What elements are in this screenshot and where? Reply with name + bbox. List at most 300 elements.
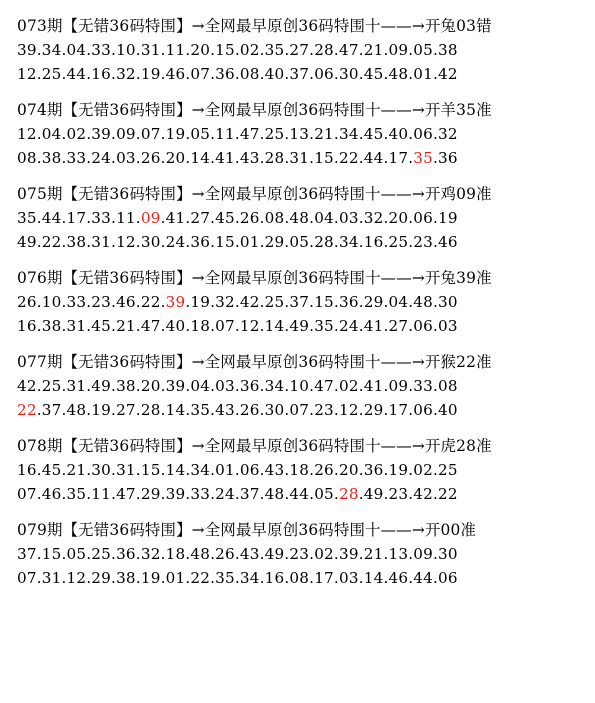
number-cell: 25 bbox=[264, 293, 285, 311]
separator: . bbox=[383, 293, 389, 311]
separator: . bbox=[432, 545, 439, 563]
number-cell: 31 bbox=[66, 317, 87, 335]
number-cell: 19 bbox=[190, 293, 211, 311]
separator: . bbox=[61, 377, 67, 395]
number-cell: 10 bbox=[41, 293, 62, 311]
separator: . bbox=[259, 125, 265, 143]
separator: . bbox=[432, 569, 439, 587]
number-cell: 28 bbox=[314, 41, 334, 59]
number-cell: 47 bbox=[239, 125, 260, 143]
separator: . bbox=[135, 569, 141, 587]
number-cell: 35 bbox=[17, 209, 37, 227]
number-cell: 33 bbox=[190, 485, 211, 503]
number-cell: 19 bbox=[438, 209, 458, 227]
number-row bbox=[17, 542, 587, 566]
number-cell: 23 bbox=[388, 485, 409, 503]
separator: . bbox=[135, 209, 141, 227]
separator: . bbox=[111, 317, 117, 335]
number-cell: 33 bbox=[91, 41, 112, 59]
separator: . bbox=[408, 65, 414, 83]
number-cell: 42 bbox=[413, 485, 433, 503]
number-cell: 35 bbox=[190, 401, 211, 419]
number-cell: 21 bbox=[66, 461, 87, 479]
number-cell: 33 bbox=[413, 377, 433, 395]
number-cell: 25 bbox=[388, 233, 409, 251]
separator: . bbox=[36, 461, 42, 479]
number-cell: 05 bbox=[289, 233, 310, 251]
number-cell: 23 bbox=[91, 293, 112, 311]
separator: . bbox=[383, 149, 389, 167]
number-cell: 15 bbox=[215, 233, 235, 251]
separator: . bbox=[284, 317, 290, 335]
number-cell: 46 bbox=[388, 569, 409, 587]
number-cell: 12 bbox=[17, 125, 37, 143]
separator: . bbox=[234, 485, 240, 503]
number-cell: 34 bbox=[338, 233, 359, 251]
number-row bbox=[17, 38, 587, 62]
separator: . bbox=[234, 125, 240, 143]
separator: . bbox=[284, 569, 290, 587]
number-cell: 09 bbox=[140, 209, 161, 227]
number-cell: 48 bbox=[388, 65, 409, 83]
separator: . bbox=[358, 293, 364, 311]
separator: . bbox=[432, 377, 439, 395]
number-cell: 08 bbox=[264, 209, 285, 227]
number-cell: 22 bbox=[190, 569, 211, 587]
number-cell: 07 bbox=[17, 569, 37, 587]
separator: . bbox=[185, 401, 191, 419]
separator: . bbox=[284, 41, 290, 59]
number-cell: 26 bbox=[239, 209, 260, 227]
separator: . bbox=[210, 293, 216, 311]
separator: . bbox=[234, 233, 240, 251]
number-cell: 23 bbox=[314, 401, 334, 419]
number-cell: 42 bbox=[438, 65, 458, 83]
separator: . bbox=[36, 293, 42, 311]
separator: . bbox=[333, 149, 339, 167]
separator: . bbox=[333, 545, 339, 563]
number-cell: 45 bbox=[215, 209, 235, 227]
number-cell: 27 bbox=[116, 401, 136, 419]
number-cell: 20 bbox=[388, 209, 409, 227]
number-cell: 36 bbox=[116, 545, 136, 563]
number-cell: 25 bbox=[91, 545, 112, 563]
separator: . bbox=[86, 485, 92, 503]
number-cell: 16 bbox=[17, 317, 37, 335]
number-cell: 32 bbox=[363, 209, 384, 227]
separator: . bbox=[408, 209, 414, 227]
number-cell: 47 bbox=[314, 377, 334, 395]
issue-header: 078期【无错36码特围】→全网最早原创36码特围十——→开虎28准 bbox=[17, 437, 492, 455]
separator: . bbox=[333, 377, 339, 395]
separator: . bbox=[61, 293, 67, 311]
number-cell: 26 bbox=[17, 293, 37, 311]
number-cell: 18 bbox=[190, 317, 211, 335]
separator: . bbox=[358, 317, 364, 335]
separator: . bbox=[111, 293, 117, 311]
number-cell: 07 bbox=[215, 317, 235, 335]
separator: . bbox=[259, 485, 265, 503]
number-cell: 05 bbox=[190, 125, 211, 143]
separator: . bbox=[61, 209, 67, 227]
number-cell: 47 bbox=[116, 485, 136, 503]
number-cell: 15 bbox=[314, 293, 334, 311]
number-cell: 28 bbox=[264, 149, 285, 167]
number-cell: 03 bbox=[116, 149, 136, 167]
number-cell: 23 bbox=[289, 545, 310, 563]
number-cell: 20 bbox=[140, 377, 161, 395]
separator: . bbox=[61, 461, 67, 479]
number-cell: 27 bbox=[388, 317, 409, 335]
separator: . bbox=[160, 377, 166, 395]
issue-header: 079期【无错36码特围】→全网最早原创36码特围十——→开00准 bbox=[17, 521, 477, 539]
separator: . bbox=[160, 65, 166, 83]
number-cell: 49 bbox=[289, 317, 310, 335]
separator: . bbox=[160, 209, 166, 227]
number-cell: 35 bbox=[264, 41, 285, 59]
separator: . bbox=[111, 401, 117, 419]
separator: . bbox=[284, 485, 290, 503]
separator: . bbox=[333, 65, 339, 83]
number-cell: 49 bbox=[17, 233, 37, 251]
separator: . bbox=[432, 293, 439, 311]
number-row bbox=[17, 398, 587, 422]
number-cell: 24 bbox=[215, 485, 235, 503]
separator: . bbox=[284, 293, 290, 311]
separator: . bbox=[408, 293, 414, 311]
number-cell: 11 bbox=[91, 485, 112, 503]
number-cell: 14 bbox=[190, 149, 211, 167]
separator: . bbox=[234, 545, 240, 563]
separator: . bbox=[358, 233, 364, 251]
number-cell: 16 bbox=[264, 569, 285, 587]
number-cell: 42 bbox=[17, 377, 37, 395]
separator: . bbox=[86, 233, 92, 251]
issue-header: 076期【无错36码特围】→全网最早原创36码特围十——→开兔39准 bbox=[17, 269, 492, 287]
separator: . bbox=[432, 401, 439, 419]
number-cell: 08 bbox=[17, 149, 37, 167]
number-cell: 37 bbox=[17, 545, 37, 563]
separator: . bbox=[234, 401, 240, 419]
separator: . bbox=[259, 401, 265, 419]
number-cell: 03 bbox=[438, 317, 458, 335]
number-cell: 21 bbox=[363, 41, 384, 59]
number-cell: 02 bbox=[239, 41, 260, 59]
separator: . bbox=[309, 65, 315, 83]
separator: . bbox=[383, 233, 389, 251]
number-cell: 07 bbox=[289, 401, 310, 419]
number-cell: 13 bbox=[289, 125, 310, 143]
number-cell: 46 bbox=[116, 293, 136, 311]
separator: . bbox=[309, 569, 315, 587]
separator: . bbox=[259, 461, 265, 479]
separator: . bbox=[210, 545, 216, 563]
number-cell: 12 bbox=[66, 569, 87, 587]
number-cell: 34 bbox=[264, 377, 285, 395]
separator: . bbox=[86, 209, 92, 227]
number-cell: 09 bbox=[116, 125, 136, 143]
number-cell: 02 bbox=[66, 125, 87, 143]
number-cell: 35 bbox=[215, 569, 235, 587]
number-cell: 40 bbox=[165, 317, 186, 335]
number-cell: 32 bbox=[140, 545, 161, 563]
number-cell: 27 bbox=[190, 209, 211, 227]
number-cell: 06 bbox=[413, 317, 433, 335]
separator: . bbox=[358, 125, 364, 143]
separator: . bbox=[135, 485, 141, 503]
number-cell: 20 bbox=[165, 149, 186, 167]
separator: . bbox=[408, 401, 414, 419]
separator: . bbox=[185, 65, 191, 83]
separator: . bbox=[36, 569, 42, 587]
separator: . bbox=[333, 317, 339, 335]
number-cell: 40 bbox=[438, 401, 458, 419]
number-row bbox=[17, 290, 587, 314]
separator: . bbox=[86, 545, 92, 563]
separator: . bbox=[210, 125, 216, 143]
number-cell: 07 bbox=[17, 485, 37, 503]
separator: . bbox=[160, 149, 166, 167]
separator: . bbox=[259, 65, 265, 83]
number-cell: 05 bbox=[314, 485, 334, 503]
number-cell: 29 bbox=[264, 233, 285, 251]
number-cell: 39 bbox=[91, 125, 112, 143]
separator: . bbox=[185, 125, 191, 143]
separator: . bbox=[333, 461, 339, 479]
separator: . bbox=[210, 569, 216, 587]
separator: . bbox=[111, 545, 117, 563]
number-cell: 28 bbox=[338, 485, 359, 503]
number-cell: 34 bbox=[190, 461, 211, 479]
separator: . bbox=[408, 569, 414, 587]
separator: . bbox=[309, 149, 315, 167]
number-cell: 37 bbox=[289, 293, 310, 311]
number-cell: 03 bbox=[338, 209, 359, 227]
number-cell: 23 bbox=[413, 233, 433, 251]
number-cell: 30 bbox=[140, 233, 161, 251]
separator: . bbox=[135, 545, 141, 563]
number-cell: 22 bbox=[17, 401, 37, 419]
separator: . bbox=[333, 485, 339, 503]
separator: . bbox=[210, 209, 216, 227]
separator: . bbox=[36, 41, 42, 59]
number-cell: 02 bbox=[338, 377, 359, 395]
number-cell: 29 bbox=[91, 569, 112, 587]
separator: . bbox=[309, 233, 315, 251]
separator: . bbox=[210, 41, 216, 59]
number-row bbox=[17, 62, 587, 86]
number-cell: 31 bbox=[140, 41, 161, 59]
separator: . bbox=[36, 401, 42, 419]
number-cell: 19 bbox=[140, 65, 161, 83]
separator: . bbox=[284, 545, 290, 563]
separator: . bbox=[86, 377, 92, 395]
number-cell: 45 bbox=[363, 65, 384, 83]
number-cell: 38 bbox=[41, 149, 62, 167]
separator: . bbox=[61, 317, 67, 335]
separator: . bbox=[259, 41, 265, 59]
separator: . bbox=[111, 377, 117, 395]
separator: . bbox=[408, 149, 414, 167]
number-cell: 39 bbox=[165, 485, 186, 503]
separator: . bbox=[432, 125, 439, 143]
separator: . bbox=[210, 401, 216, 419]
number-cell: 06 bbox=[413, 401, 433, 419]
number-cell: 06 bbox=[413, 209, 433, 227]
number-cell: 20 bbox=[190, 41, 211, 59]
number-row bbox=[17, 122, 587, 146]
separator: . bbox=[111, 41, 117, 59]
issue-header: 077期【无错36码特围】→全网最早原创36码特围十——→开猴22准 bbox=[17, 353, 492, 371]
number-cell: 05 bbox=[66, 545, 87, 563]
separator: . bbox=[383, 317, 389, 335]
number-cell: 03 bbox=[338, 569, 359, 587]
separator: . bbox=[408, 317, 414, 335]
separator: . bbox=[234, 149, 240, 167]
number-cell: 32 bbox=[438, 125, 458, 143]
issue-header: 073期【无错36码特围】→全网最早原创36码特围十——→开兔03错 bbox=[17, 17, 492, 35]
separator: . bbox=[234, 461, 240, 479]
separator: . bbox=[383, 461, 389, 479]
separator: . bbox=[284, 65, 290, 83]
number-cell: 44 bbox=[413, 569, 433, 587]
separator: . bbox=[383, 569, 389, 587]
number-cell: 14 bbox=[165, 401, 186, 419]
number-cell: 48 bbox=[264, 485, 285, 503]
number-cell: 19 bbox=[140, 569, 161, 587]
number-cell: 05 bbox=[413, 41, 433, 59]
separator: . bbox=[210, 149, 216, 167]
number-cell: 45 bbox=[363, 125, 384, 143]
number-cell: 30 bbox=[338, 65, 359, 83]
separator: . bbox=[358, 545, 364, 563]
number-cell: 40 bbox=[264, 65, 285, 83]
separator: . bbox=[160, 293, 166, 311]
separator: . bbox=[185, 233, 191, 251]
issue-block bbox=[17, 434, 587, 506]
separator: . bbox=[61, 41, 67, 59]
number-row bbox=[17, 314, 587, 338]
number-cell: 49 bbox=[264, 545, 285, 563]
separator: . bbox=[383, 485, 389, 503]
separator: . bbox=[160, 233, 166, 251]
number-cell: 43 bbox=[215, 401, 235, 419]
number-cell: 14 bbox=[264, 317, 285, 335]
number-cell: 02 bbox=[413, 461, 433, 479]
number-cell: 14 bbox=[363, 569, 384, 587]
separator: . bbox=[210, 461, 216, 479]
number-cell: 15 bbox=[41, 545, 62, 563]
number-row bbox=[17, 206, 587, 230]
separator: . bbox=[259, 233, 265, 251]
separator: . bbox=[284, 125, 290, 143]
number-cell: 26 bbox=[215, 545, 235, 563]
number-cell: 15 bbox=[215, 41, 235, 59]
separator: . bbox=[309, 41, 315, 59]
separator: . bbox=[135, 233, 141, 251]
number-cell: 02 bbox=[314, 545, 334, 563]
number-cell: 47 bbox=[338, 41, 359, 59]
separator: . bbox=[36, 545, 42, 563]
number-cell: 04 bbox=[190, 377, 211, 395]
number-cell: 33 bbox=[91, 209, 112, 227]
number-cell: 44 bbox=[289, 485, 310, 503]
number-cell: 17 bbox=[314, 569, 334, 587]
number-cell: 19 bbox=[388, 461, 409, 479]
separator: . bbox=[185, 41, 191, 59]
separator: . bbox=[36, 149, 42, 167]
separator: . bbox=[333, 233, 339, 251]
separator: . bbox=[135, 125, 141, 143]
number-cell: 43 bbox=[239, 149, 260, 167]
separator: . bbox=[86, 401, 92, 419]
number-cell: 15 bbox=[314, 149, 334, 167]
separator: . bbox=[358, 461, 364, 479]
separator: . bbox=[111, 461, 117, 479]
number-cell: 21 bbox=[314, 125, 334, 143]
number-cell: 10 bbox=[289, 377, 310, 395]
separator: . bbox=[210, 377, 216, 395]
separator: . bbox=[234, 569, 240, 587]
number-cell: 36 bbox=[190, 233, 211, 251]
number-row bbox=[17, 458, 587, 482]
number-cell: 41 bbox=[165, 209, 186, 227]
number-cell: 22 bbox=[338, 149, 359, 167]
separator: . bbox=[61, 545, 67, 563]
number-cell: 22 bbox=[140, 293, 161, 311]
separator: . bbox=[210, 65, 216, 83]
separator: . bbox=[111, 209, 117, 227]
number-cell: 49 bbox=[91, 377, 112, 395]
issue-block bbox=[17, 266, 587, 338]
separator: . bbox=[259, 377, 265, 395]
separator: . bbox=[309, 461, 315, 479]
separator: . bbox=[358, 41, 364, 59]
number-cell: 16 bbox=[363, 233, 384, 251]
separator: . bbox=[333, 209, 339, 227]
number-row bbox=[17, 566, 587, 590]
number-cell: 36 bbox=[438, 149, 458, 167]
number-cell: 06 bbox=[239, 461, 260, 479]
separator: . bbox=[432, 317, 439, 335]
number-cell: 37 bbox=[239, 485, 260, 503]
separator: . bbox=[185, 461, 191, 479]
separator: . bbox=[383, 209, 389, 227]
separator: . bbox=[408, 125, 414, 143]
separator: . bbox=[259, 317, 265, 335]
separator: . bbox=[408, 41, 414, 59]
number-cell: 19 bbox=[165, 125, 186, 143]
separator: . bbox=[135, 461, 141, 479]
number-cell: 21 bbox=[363, 545, 384, 563]
number-cell: 45 bbox=[41, 461, 62, 479]
number-cell: 38 bbox=[116, 377, 136, 395]
number-cell: 30 bbox=[264, 401, 285, 419]
number-cell: 25 bbox=[41, 65, 62, 83]
number-cell: 04 bbox=[314, 209, 334, 227]
number-cell: 39 bbox=[17, 41, 37, 59]
separator: . bbox=[111, 569, 117, 587]
number-cell: 15 bbox=[140, 461, 161, 479]
separator: . bbox=[284, 209, 290, 227]
number-cell: 38 bbox=[66, 233, 87, 251]
number-cell: 31 bbox=[41, 569, 62, 587]
separator: . bbox=[383, 41, 389, 59]
number-cell: 48 bbox=[289, 209, 310, 227]
number-cell: 09 bbox=[388, 377, 409, 395]
number-cell: 35 bbox=[66, 485, 87, 503]
number-cell: 20 bbox=[338, 461, 359, 479]
